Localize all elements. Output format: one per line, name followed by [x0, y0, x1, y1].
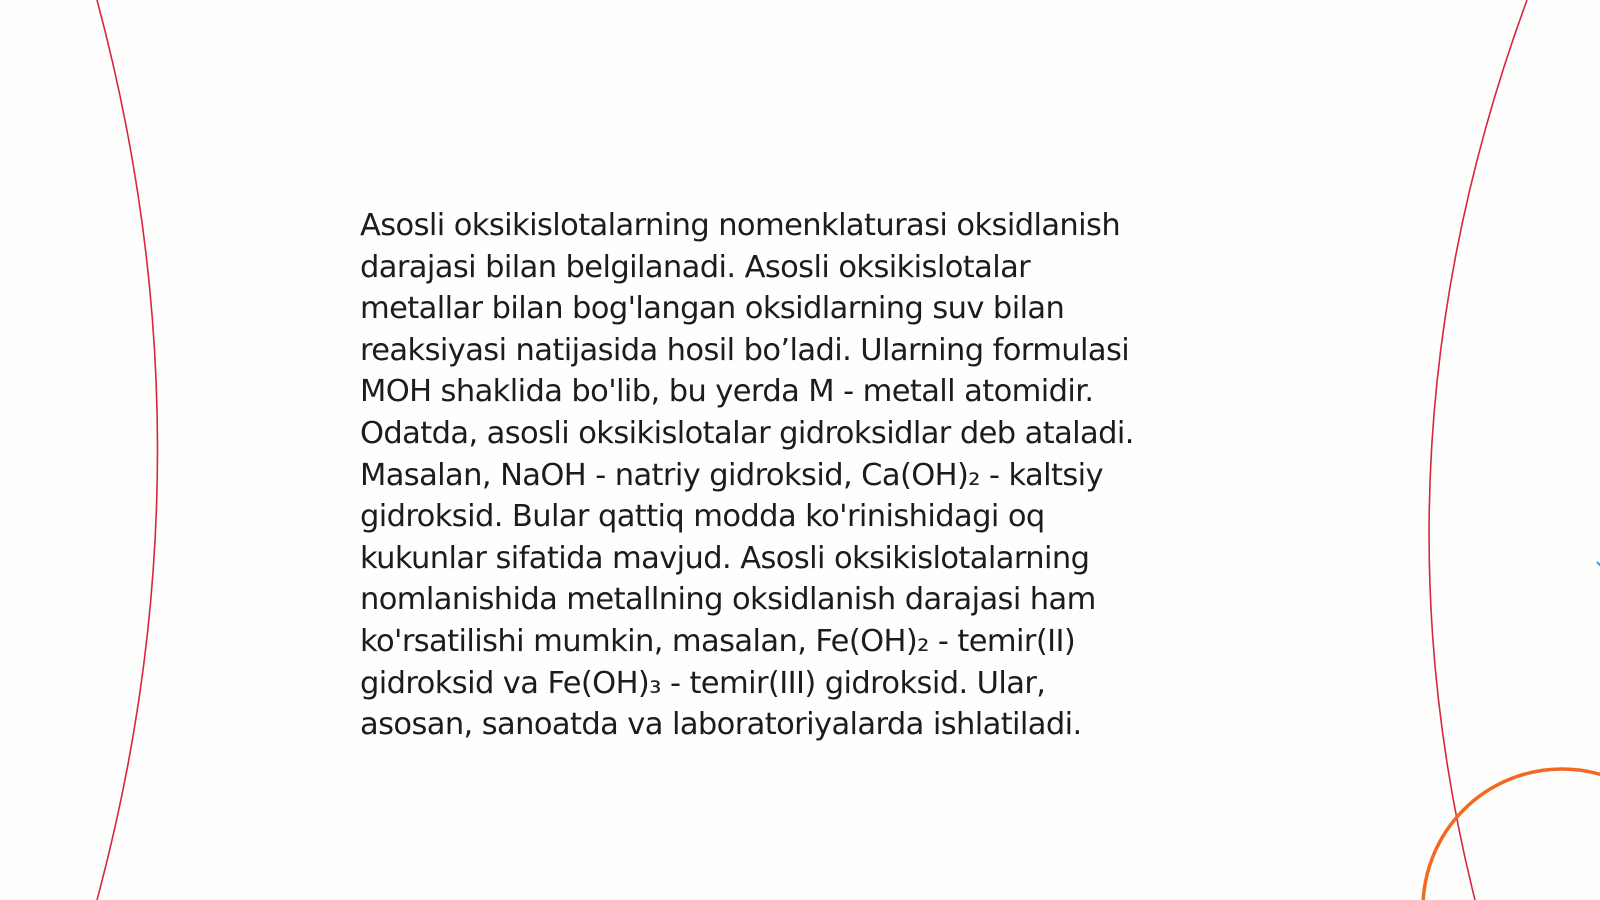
body-paragraph: Asosli oksikislotalarning nomenklaturasi oksidlanish darajasi bilan belgilanadi. Asosli oksikislotalar metallar bilan bog'langan oksidlarning suv bilan reaksiyasi natijasida hosil bo’ladi. Ularning formulasi MOH shaklida bo'lib, bu yerda M - metall atomidir. Odatda, asosli oksikislotalar gidroksidlar deb ataladi. Masalan, NaOH - natriy gidroksid, Ca(OH)₂ - kaltsiy gidroksid. Bular qattiq modda ko'rinishidagi oq kukunlar sifatida mavjud. Asosli oksikislotalarning nomlanishida metallning oksidlanish darajasi ham ko'rsatilishi mumkin, masalan, Fe(OH)₂ - temir(II) gidroksid va Fe(OH)₃ - temir(III) gidroksid. Ular, asosan, sanoatda va laboratoriyalarda ishlatiladi. [360, 208, 1134, 743]
left-curve-line [97, 0, 158, 900]
orange-circle-outline [1423, 769, 1600, 900]
right-curve-line [1429, 0, 1527, 900]
